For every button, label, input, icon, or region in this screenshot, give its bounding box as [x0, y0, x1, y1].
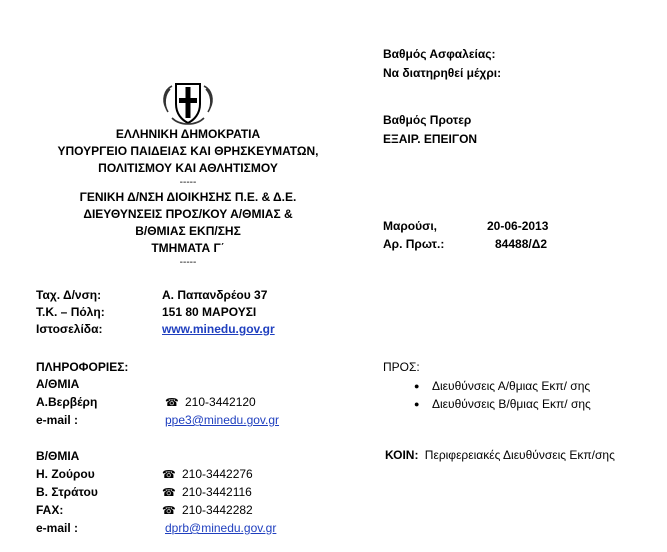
contact-name: Η. Ζούρου	[36, 467, 95, 481]
cc-value: Περιφερειακές Διευθύνσεις Εκπ/σης	[424, 448, 615, 462]
address-label: Ταχ. Δ/νση:	[36, 288, 102, 302]
greek-coat-of-arms-icon	[160, 78, 216, 128]
protocol-number: 84488/Δ2	[495, 237, 548, 251]
telephone-icon: ☎	[162, 469, 176, 481]
cc-label: ΚΟΙΝ:	[385, 448, 419, 462]
org-line: ΤΜΗΜΑΤΑ Γ΄	[151, 241, 225, 255]
protocol-label: Αρ. Πρωτ.:	[383, 237, 445, 251]
postal-city-label: Τ.Κ. – Πόλη:	[36, 305, 105, 319]
bullet-icon: ●	[414, 381, 420, 391]
fax-number-row	[162, 503, 253, 517]
contact-name: Α.Βερβέρη	[36, 395, 98, 409]
org-line: ΥΠΟΥΡΓΕΙΟ ΠΑΙΔΕΙΑΣ ΚΑΙ ΘΡΗΣΚΕΥΜΑΤΩΝ,	[57, 144, 319, 158]
section-b-title: Β/ΘΜΙΑ	[36, 449, 80, 463]
email-link[interactable]: ppe3@minedu.gov.gr	[165, 413, 280, 427]
contact-phone	[162, 485, 252, 499]
security-level-label: Βαθμός Ασφαλείας:	[383, 47, 496, 61]
org-header	[40, 126, 336, 269]
separator: -----	[179, 257, 197, 268]
phone-number: 210-3442276	[182, 467, 253, 481]
recipient-item: Διευθύνσεις Β/θμιας Εκπ/ σης	[432, 397, 591, 411]
website-label: Ιστοσελίδα:	[36, 322, 103, 336]
retain-until-label: Να διατηρηθεί μέχρι:	[383, 66, 502, 80]
section-a-title: Α/ΘΜΙΑ	[36, 377, 80, 391]
fax-number: 210-3442282	[182, 503, 253, 517]
address-value: Α. Παπανδρέου 37	[162, 288, 268, 302]
recipient-item: Διευθύνσεις Α/θμιας Εκπ/ σης	[432, 379, 591, 393]
contact-phone	[165, 395, 256, 409]
cc-row	[385, 448, 615, 462]
phone-number: 210-3442116	[182, 485, 252, 499]
postal-city-value: 151 80 ΜΑΡΟΥΣΙ	[162, 305, 257, 319]
to-label: ΠΡΟΣ:	[383, 360, 420, 374]
document-date: 20-06-2013	[487, 219, 549, 233]
priority-label: Βαθμός Προτερ	[383, 113, 472, 127]
contact-name: Β. Στράτου	[36, 485, 98, 499]
separator: -----	[179, 177, 197, 188]
org-line: ΔΙΕΥΘΥΝΣΕΙΣ ΠΡΟΣ/ΚΟΥ Α/ΘΜΙΑΣ &	[83, 207, 293, 221]
telephone-icon: ☎	[162, 487, 176, 499]
bullet-icon: ●	[414, 399, 420, 409]
info-heading: ΠΛΗΡΟΦΟΡΙΕΣ:	[36, 360, 129, 374]
place-label: Μαρούσι,	[383, 219, 437, 233]
org-line: ΠΟΛΙΤΙΣΜΟΥ ΚΑΙ ΑΘΛΗΤΙΣΜΟΥ	[98, 161, 278, 175]
email-link[interactable]: dprb@minedu.gov.gr	[165, 521, 277, 535]
telephone-icon: ☎	[162, 505, 176, 517]
website-link[interactable]: www.minedu.gov.gr	[162, 322, 275, 336]
phone-number: 210-3442120	[185, 395, 256, 409]
email-label: e-mail :	[36, 413, 79, 427]
telephone-icon: ☎	[165, 397, 179, 409]
priority-value: ΕΞΑΙΡ. ΕΠΕΙΓΟΝ	[383, 132, 478, 146]
fax-label: FAX:	[36, 503, 64, 517]
contact-phone	[162, 467, 253, 481]
email-label: e-mail :	[36, 521, 79, 535]
org-line: ΓΕΝΙΚΗ Δ/ΝΣΗ ΔΙΟΙΚΗΣΗΣ Π.Ε. & Δ.Ε.	[79, 190, 297, 204]
org-line: ΕΛΛΗΝΙΚΗ ΔΗΜΟΚΡΑΤΙΑ	[115, 127, 261, 141]
org-line: Β/ΘΜΙΑΣ ΕΚΠ/ΣΗΣ	[135, 224, 241, 238]
